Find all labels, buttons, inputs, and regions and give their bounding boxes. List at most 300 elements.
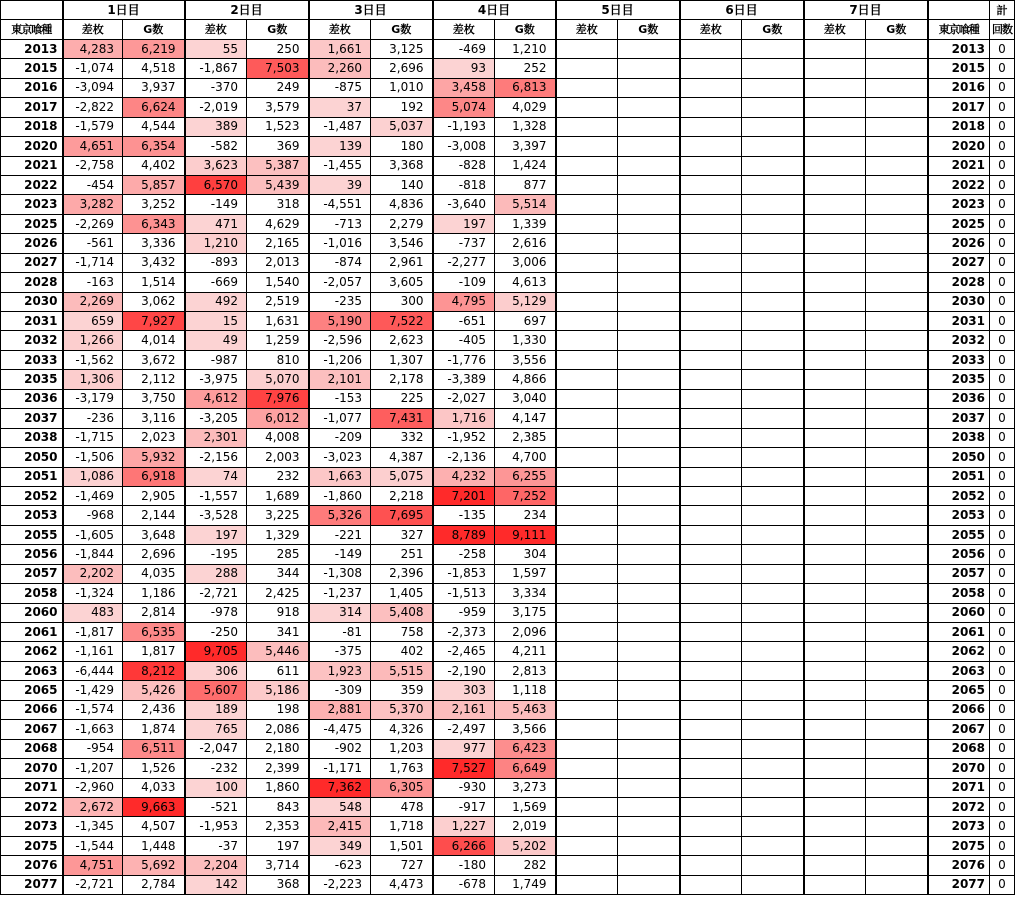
diff-cell: -737 (433, 234, 495, 253)
machine-id-right: 2056 (928, 545, 990, 564)
table-row (1, 681, 1015, 700)
count-cell: 0 (990, 448, 1015, 467)
games-cell: 5,129 (495, 292, 556, 311)
diff-cell: 7,362 (309, 778, 371, 797)
games-cell-empty (866, 195, 928, 214)
count-cell: 0 (990, 117, 1015, 136)
diff-cell: -221 (309, 525, 371, 544)
machine-id-right: 2021 (928, 156, 990, 175)
diff-cell-empty (556, 467, 618, 486)
games-cell-empty (618, 156, 680, 175)
games-cell: 1,689 (247, 486, 309, 505)
diff-cell: 314 (309, 603, 371, 622)
games-cell: 7,695 (371, 506, 433, 525)
games-cell: 344 (247, 564, 309, 583)
diff-cell: -1,513 (433, 584, 495, 603)
diff-cell: -3,023 (309, 448, 371, 467)
diff-cell: -818 (433, 175, 495, 194)
diff-cell: 1,227 (433, 817, 495, 836)
diff-cell-empty (556, 720, 618, 739)
diff-cell: 7,201 (433, 486, 495, 505)
games-cell-empty (742, 234, 804, 253)
diff-cell: -1,574 (63, 700, 123, 719)
diff-cell: -1,817 (63, 623, 123, 642)
diff-cell: 4,651 (63, 137, 123, 156)
diff-cell-empty (680, 409, 742, 428)
games-cell-empty (742, 350, 804, 369)
diff-cell: 5,607 (185, 681, 247, 700)
machine-id: 2061 (1, 623, 63, 642)
diff-cell: -2,758 (63, 156, 123, 175)
diff-cell-empty (556, 739, 618, 758)
diff-cell: 492 (185, 292, 247, 311)
diff-cell: -2,373 (433, 623, 495, 642)
games-cell: 5,037 (371, 117, 433, 136)
machine-id-right: 2016 (928, 78, 990, 97)
diff-cell: -2,027 (433, 389, 495, 408)
games-cell: 2,784 (123, 875, 185, 894)
count-cell: 0 (990, 137, 1015, 156)
diff-cell: -370 (185, 78, 247, 97)
diff-cell: 1,266 (63, 331, 123, 350)
games-cell: 5,692 (123, 856, 185, 875)
diff-cell-empty (804, 506, 866, 525)
games-cell-empty (866, 486, 928, 505)
diff-cell: -195 (185, 545, 247, 564)
corner-blank-right (928, 1, 990, 20)
count-cell: 0 (990, 234, 1015, 253)
machine-id: 2067 (1, 720, 63, 739)
count-cell: 0 (990, 584, 1015, 603)
games-cell: 1,514 (123, 273, 185, 292)
diff-header: 差枚 (309, 20, 371, 39)
games-cell: 4,402 (123, 156, 185, 175)
games-cell-empty (618, 603, 680, 622)
diff-cell: 306 (185, 661, 247, 680)
games-cell-empty (618, 312, 680, 331)
table-row (1, 137, 1015, 156)
games-cell-empty (742, 214, 804, 233)
diff-cell: -2,721 (185, 584, 247, 603)
games-cell-empty (618, 350, 680, 369)
games-cell-empty (866, 312, 928, 331)
games-cell-empty (618, 681, 680, 700)
table-row (1, 545, 1015, 564)
diff-cell: -1,715 (63, 428, 123, 447)
machine-id-right: 2068 (928, 739, 990, 758)
diff-cell: -1,867 (185, 59, 247, 78)
diff-cell-empty (556, 195, 618, 214)
machine-id: 2058 (1, 584, 63, 603)
games-cell-empty (742, 875, 804, 894)
diff-cell-empty (680, 78, 742, 97)
day-7-header: 7日目 (804, 1, 928, 20)
diff-cell-empty (804, 117, 866, 136)
games-cell-empty (742, 312, 804, 331)
count-cell: 0 (990, 59, 1015, 78)
diff-cell: -874 (309, 253, 371, 272)
diff-cell: -2,277 (433, 253, 495, 272)
diff-cell: -309 (309, 681, 371, 700)
games-cell: 843 (247, 797, 309, 816)
count-cell: 0 (990, 564, 1015, 583)
games-cell-empty (866, 506, 928, 525)
games-cell-empty (618, 234, 680, 253)
games-cell: 8,212 (123, 661, 185, 680)
games-cell: 3,175 (495, 603, 556, 622)
diff-cell-empty (556, 389, 618, 408)
diff-cell: -1,953 (185, 817, 247, 836)
diff-cell-empty (804, 292, 866, 311)
games-cell-empty (618, 661, 680, 680)
games-cell-empty (866, 273, 928, 292)
diff-cell: 6,570 (185, 175, 247, 194)
games-cell: 7,927 (123, 312, 185, 331)
games-cell: 1,501 (371, 836, 433, 855)
diff-cell: -893 (185, 253, 247, 272)
games-cell-empty (866, 448, 928, 467)
games-cell-empty (866, 836, 928, 855)
diff-cell: -232 (185, 759, 247, 778)
games-cell-empty (742, 292, 804, 311)
machine-id: 2070 (1, 759, 63, 778)
games-cell-empty (742, 98, 804, 117)
diff-cell: -1,016 (309, 234, 371, 253)
count-cell: 0 (990, 389, 1015, 408)
machine-id-right: 2075 (928, 836, 990, 855)
games-cell-empty (618, 389, 680, 408)
diff-cell: 765 (185, 720, 247, 739)
games-cell: 6,918 (123, 467, 185, 486)
machine-id-right: 2063 (928, 661, 990, 680)
games-cell-empty (618, 370, 680, 389)
games-cell-empty (618, 137, 680, 156)
table-row (1, 525, 1015, 544)
machine-id: 2060 (1, 603, 63, 622)
games-cell: 2,019 (495, 817, 556, 836)
table-row (1, 78, 1015, 97)
diff-cell: 4,612 (185, 389, 247, 408)
games-cell: 6,813 (495, 78, 556, 97)
games-cell: 1,330 (495, 331, 556, 350)
diff-cell-empty (804, 525, 866, 544)
table-row (1, 700, 1015, 719)
diff-cell: 189 (185, 700, 247, 719)
diff-cell-empty (556, 331, 618, 350)
games-cell: 4,700 (495, 448, 556, 467)
diff-header: 差枚 (185, 20, 247, 39)
diff-cell: -1,860 (309, 486, 371, 505)
diff-cell-empty (680, 778, 742, 797)
machine-id-right: 2032 (928, 331, 990, 350)
games-cell: 2,623 (371, 331, 433, 350)
table-row (1, 448, 1015, 467)
machine-id-right: 2073 (928, 817, 990, 836)
games-cell-empty (618, 175, 680, 194)
machine-id-header: 東京喰種 (1, 20, 63, 39)
diff-cell-empty (680, 59, 742, 78)
diff-cell-empty (680, 389, 742, 408)
total-header: 計 (990, 1, 1015, 20)
table-row (1, 59, 1015, 78)
games-cell-empty (618, 525, 680, 544)
machine-id: 2050 (1, 448, 63, 467)
table-row (1, 428, 1015, 447)
games-cell: 3,750 (123, 389, 185, 408)
count-cell: 0 (990, 739, 1015, 758)
count-cell: 0 (990, 78, 1015, 97)
diff-cell: -1,579 (63, 117, 123, 136)
machine-id-right: 2031 (928, 312, 990, 331)
column-header-row (1, 20, 1015, 39)
machine-id-right: 2070 (928, 759, 990, 778)
diff-cell-empty (680, 448, 742, 467)
machine-id: 2036 (1, 389, 63, 408)
games-cell: 6,423 (495, 739, 556, 758)
diff-cell: -1,237 (309, 584, 371, 603)
games-cell: 5,426 (123, 681, 185, 700)
machine-id: 2028 (1, 273, 63, 292)
diff-cell-empty (680, 98, 742, 117)
machine-id: 2055 (1, 525, 63, 544)
games-cell: 7,503 (247, 59, 309, 78)
diff-cell: 7,527 (433, 759, 495, 778)
diff-cell: -4,551 (309, 195, 371, 214)
count-cell: 0 (990, 797, 1015, 816)
diff-cell-empty (556, 661, 618, 680)
diff-cell-empty (804, 389, 866, 408)
diff-cell: -2,465 (433, 642, 495, 661)
games-cell: 1,405 (371, 584, 433, 603)
diff-cell: -930 (433, 778, 495, 797)
diff-cell-empty (680, 584, 742, 603)
games-cell-empty (866, 759, 928, 778)
games-cell: 3,672 (123, 350, 185, 369)
diff-cell: -4,475 (309, 720, 371, 739)
diff-cell-empty (804, 681, 866, 700)
games-cell: 3,937 (123, 78, 185, 97)
count-cell: 0 (990, 603, 1015, 622)
diff-cell: -405 (433, 331, 495, 350)
machine-id: 2057 (1, 564, 63, 583)
games-header: G数 (866, 20, 928, 39)
diff-cell-empty (804, 797, 866, 816)
games-cell: 5,857 (123, 175, 185, 194)
games-cell: 5,070 (247, 370, 309, 389)
games-cell-empty (866, 700, 928, 719)
diff-cell: 389 (185, 117, 247, 136)
table-row (1, 739, 1015, 758)
machine-id: 2023 (1, 195, 63, 214)
diff-cell: -2,223 (309, 875, 371, 894)
diff-cell-empty (804, 156, 866, 175)
games-cell-empty (742, 681, 804, 700)
diff-cell: -582 (185, 137, 247, 156)
games-cell: 6,354 (123, 137, 185, 156)
diff-cell: -3,975 (185, 370, 247, 389)
games-cell-empty (866, 525, 928, 544)
games-cell: 4,008 (247, 428, 309, 447)
games-cell-empty (866, 175, 928, 194)
table-row (1, 39, 1015, 58)
diff-cell-empty (804, 409, 866, 428)
games-cell: 2,399 (247, 759, 309, 778)
diff-cell: -1,207 (63, 759, 123, 778)
games-cell: 3,714 (247, 856, 309, 875)
games-cell: 6,012 (247, 409, 309, 428)
diff-cell: -1,487 (309, 117, 371, 136)
machine-id: 2022 (1, 175, 63, 194)
games-cell: 4,544 (123, 117, 185, 136)
diff-cell-empty (680, 214, 742, 233)
diff-cell: -6,444 (63, 661, 123, 680)
machine-id: 2066 (1, 700, 63, 719)
diff-cell: -2,019 (185, 98, 247, 117)
games-cell-empty (866, 59, 928, 78)
table-row (1, 661, 1015, 680)
diff-cell: 483 (63, 603, 123, 622)
diff-cell: 2,101 (309, 370, 371, 389)
diff-cell-empty (680, 467, 742, 486)
games-cell-empty (742, 448, 804, 467)
machine-id: 2038 (1, 428, 63, 447)
diff-cell-empty (556, 117, 618, 136)
diff-cell-empty (680, 720, 742, 739)
machine-id: 2076 (1, 856, 63, 875)
games-cell: 197 (247, 836, 309, 855)
count-cell: 0 (990, 428, 1015, 447)
games-cell: 2,396 (371, 564, 433, 583)
table-row (1, 312, 1015, 331)
games-cell-empty (742, 78, 804, 97)
games-cell-empty (866, 642, 928, 661)
games-cell: 2,086 (247, 720, 309, 739)
diff-cell: 471 (185, 214, 247, 233)
machine-id: 2020 (1, 137, 63, 156)
games-cell: 1,817 (123, 642, 185, 661)
games-cell-empty (742, 273, 804, 292)
machine-id-right: 2037 (928, 409, 990, 428)
machine-id-header-right: 東京喰種 (928, 20, 990, 39)
machine-id: 2062 (1, 642, 63, 661)
table-row (1, 642, 1015, 661)
machine-id-right: 2036 (928, 389, 990, 408)
games-cell-empty (866, 78, 928, 97)
games-cell: 3,006 (495, 253, 556, 272)
games-cell-empty (618, 778, 680, 797)
games-cell: 6,535 (123, 623, 185, 642)
games-cell: 2,180 (247, 739, 309, 758)
diff-cell-empty (804, 661, 866, 680)
games-cell-empty (866, 739, 928, 758)
diff-cell: 49 (185, 331, 247, 350)
count-cell: 0 (990, 836, 1015, 855)
diff-cell-empty (804, 700, 866, 719)
games-cell: 2,013 (247, 253, 309, 272)
count-header: 回数 (990, 20, 1015, 39)
games-cell: 1,763 (371, 759, 433, 778)
games-cell: 2,436 (123, 700, 185, 719)
games-cell-empty (618, 98, 680, 117)
diff-cell-empty (804, 448, 866, 467)
games-cell-empty (866, 584, 928, 603)
games-cell: 5,075 (371, 467, 433, 486)
games-cell: 5,408 (371, 603, 433, 622)
diff-cell-empty (556, 778, 618, 797)
games-cell: 1,860 (247, 778, 309, 797)
machine-id: 2030 (1, 292, 63, 311)
games-cell: 3,336 (123, 234, 185, 253)
games-cell: 7,522 (371, 312, 433, 331)
games-cell-empty (742, 584, 804, 603)
games-cell-empty (866, 389, 928, 408)
diff-cell-empty (556, 137, 618, 156)
diff-cell: 2,161 (433, 700, 495, 719)
diff-cell: 139 (309, 137, 371, 156)
diff-cell: 548 (309, 797, 371, 816)
games-cell: 3,605 (371, 273, 433, 292)
table-row (1, 467, 1015, 486)
games-cell: 2,696 (371, 59, 433, 78)
machine-id-right: 2015 (928, 59, 990, 78)
games-cell: 327 (371, 525, 433, 544)
table-row (1, 817, 1015, 836)
machine-id: 2035 (1, 370, 63, 389)
games-cell: 3,368 (371, 156, 433, 175)
games-cell: 5,186 (247, 681, 309, 700)
diff-cell-empty (680, 739, 742, 758)
machine-id-right: 2022 (928, 175, 990, 194)
games-cell: 2,696 (123, 545, 185, 564)
diff-cell: -987 (185, 350, 247, 369)
games-cell-empty (618, 856, 680, 875)
count-cell: 0 (990, 720, 1015, 739)
games-cell: 2,961 (371, 253, 433, 272)
games-cell: 1,749 (495, 875, 556, 894)
diff-cell: 2,881 (309, 700, 371, 719)
machine-id-right: 2028 (928, 273, 990, 292)
diff-cell: -2,721 (63, 875, 123, 894)
games-cell: 3,566 (495, 720, 556, 739)
diff-cell-empty (680, 195, 742, 214)
diff-cell-empty (556, 642, 618, 661)
diff-cell: -2,057 (309, 273, 371, 292)
games-cell: 727 (371, 856, 433, 875)
games-cell-empty (866, 350, 928, 369)
diff-cell: 1,661 (309, 39, 371, 58)
machine-id-right: 2055 (928, 525, 990, 544)
games-cell: 5,515 (371, 661, 433, 680)
diff-cell: 6,266 (433, 836, 495, 855)
games-cell: 611 (247, 661, 309, 680)
machine-id: 2021 (1, 156, 63, 175)
diff-cell-empty (680, 156, 742, 175)
machine-id: 2025 (1, 214, 63, 233)
table-row (1, 214, 1015, 233)
diff-cell-empty (680, 370, 742, 389)
games-cell: 180 (371, 137, 433, 156)
games-cell: 1,424 (495, 156, 556, 175)
diff-cell-empty (804, 312, 866, 331)
games-cell: 1,203 (371, 739, 433, 758)
games-cell: 2,279 (371, 214, 433, 233)
games-cell: 1,597 (495, 564, 556, 583)
diff-cell-empty (556, 817, 618, 836)
games-cell: 1,118 (495, 681, 556, 700)
diff-cell: 9,705 (185, 642, 247, 661)
games-cell-empty (618, 467, 680, 486)
games-cell: 6,624 (123, 98, 185, 117)
